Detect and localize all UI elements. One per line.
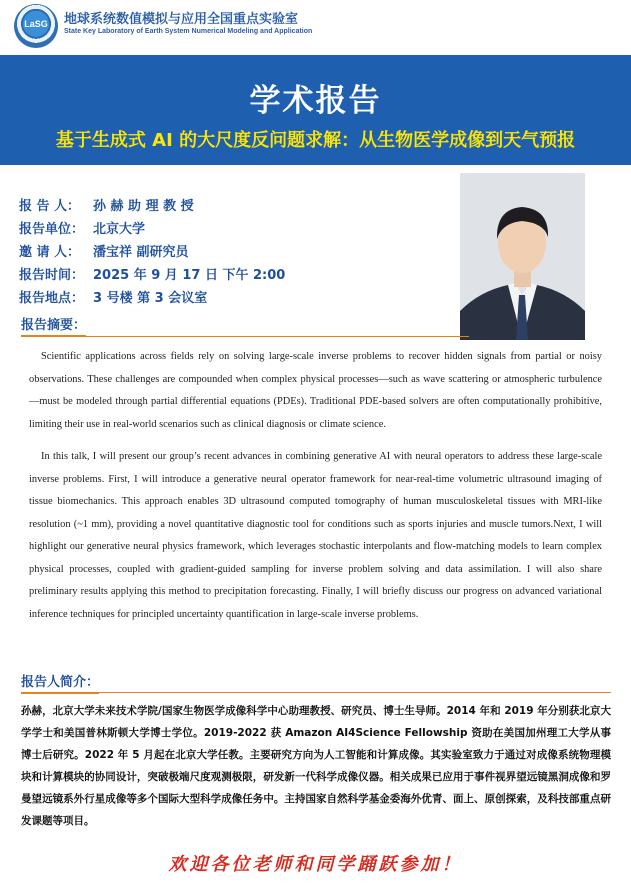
info-label: 报告时间： <box>19 268 85 283</box>
info-label: 报告地点： <box>19 291 85 306</box>
info-host <box>19 241 285 264</box>
welcome-message: 欢迎各位老师和同学踊跃参加！ <box>168 854 463 875</box>
bio-divider <box>21 692 611 693</box>
lab-name-en: State Key Laboratory of Earth System Numerical Modeling and Application <box>64 28 313 35</box>
info-speaker <box>19 195 285 218</box>
abstract-body <box>29 346 602 626</box>
abstract-divider <box>21 336 469 337</box>
info-time <box>19 264 285 287</box>
info-label: 邀 请 人： <box>19 245 81 260</box>
info-value: 2025 年 9 月 17 日 下午 2:00 <box>93 268 286 283</box>
lab-logo <box>14 4 58 48</box>
info-affiliation <box>19 218 285 241</box>
info-label: 报告单位： <box>19 222 85 237</box>
info-value: 孙 赫 助 理 教 授 <box>93 199 194 214</box>
lab-logo-text: LaSG <box>24 19 48 29</box>
bio-heading: 报告人简介： <box>21 671 99 690</box>
speaker-portrait-image <box>460 173 585 340</box>
bio-text: 孙赫，北京大学未来技术学院/国家生物医学成像科学中心助理教授、研究员、博士生导师。2014 年和 2019 年分别获北京大学学士和美国普林斯顿大学博士学位。2019-2022 获 Amazon AI4Science Fellowship 资助在美国加州理工大学从事博士后研究。2022 年 5 月起在北京大学任教。主要研究方向为人工智能和计算成像。其实验室致力于通过对成像系统物理模块和计算模块的协同设计，突破极端尺度观测极限，研发新一代科学成像仪器。相关成果已应用于事件视界望远镜黑洞成像和罗曼望远镜系外行星成像等多个国际大型科学成像任务中。主持国家自然科学基金委海外优青、面上、原创探索，及科技部重点研发课题等项目。 <box>21 705 611 827</box>
title-banner <box>0 55 631 165</box>
abstract-paragraph-1: Scientific applications across fields rely on solving large-scale inverse problems to recover hidden signals from partial or noisy observations. These challenges are compounded when complex physical processes—such as wave scattering or atmospheric turbulence—must be modeled through partial differential equations (PDEs). Traditional PDE-based solvers are often computationally prohibitive, limiting their use in real-world scenarios such as clinical diagnosis or climate science. <box>29 351 602 430</box>
talk-title: 基于生成式 AI 的大尺度反问题求解：从生物医学成像到天气预报 <box>55 130 576 151</box>
talk-info <box>19 195 285 310</box>
lab-name-cn: 地球系统数值模拟与应用全国重点实验室 <box>64 12 299 27</box>
page-title: 学术报告 <box>249 83 382 119</box>
info-value: 北京大学 <box>93 222 146 237</box>
header <box>0 0 631 55</box>
abstract-paragraph-2: In this talk, I will present our group’s recent advances in combining generative AI with neural operators to address these large-scale inverse problems. First, I will introduce a generative neural operator framework for near-real-time volumetric ultrasound imaging of tissue biomechanics. This approach enables 3D ultrasound computed tomography of human musculoskeletal tissues with MRI-like resolution (~1 mm), providing a novel quantitative diagnostic tool for conditions such as sports injuries and muscle tumors.Next, I will highlight our generative neural physics framework, which leverages stochastic interpolants and flow-matching models to learn complex physical processes, coupled with gradient-guided sampling for inverse problem solving and data assimilation. I will also share preliminary results applying this method to precipitation forecasting. Finally, I will briefly discuss our progress on advanced variational inference techniques for principled uncertainty quantification in large-scale inverse problems. <box>29 451 602 620</box>
info-value: 潘宝祥 副研究员 <box>93 245 189 260</box>
speaker-photo <box>460 173 585 340</box>
info-value: 3 号楼 第 3 会议室 <box>93 291 208 306</box>
info-label: 报 告 人： <box>19 199 81 214</box>
info-location <box>19 287 285 310</box>
abstract-heading: 报告摘要： <box>21 314 86 333</box>
